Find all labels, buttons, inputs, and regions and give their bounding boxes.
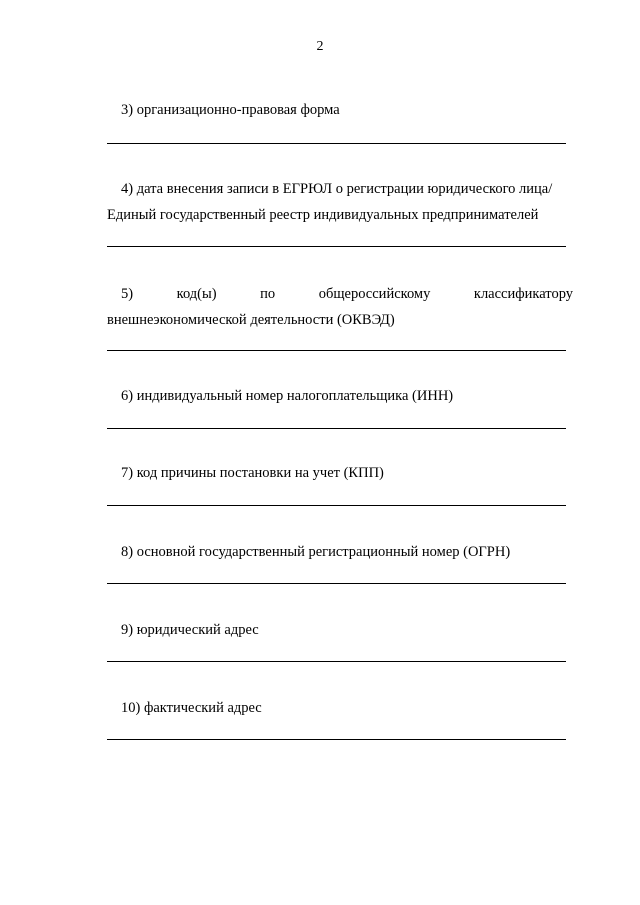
field-label-egrul-date: 4) дата внесения записи в ЕГРЮЛ о регистрации юридического лица/ — [121, 181, 553, 197]
field-label-legal-address: 9) юридический адрес — [121, 622, 259, 638]
page-number: 2 — [316, 39, 324, 54]
fill-in-line-5 — [107, 350, 566, 351]
okved-word-5: классификатору — [473, 286, 573, 302]
fill-in-line-8 — [107, 583, 566, 584]
field-label-kpp: 7) код причины постановки на учет (КПП) — [121, 465, 384, 481]
fill-in-line-10 — [107, 739, 566, 740]
field-label-inn: 6) индивидуальный номер налогоплательщика (ИНН) — [121, 388, 454, 404]
field-item-4 — [107, 176, 567, 228]
field-label-actual-address: 10) фактический адрес — [121, 700, 262, 716]
fill-in-line-6 — [107, 428, 566, 429]
okved-word-1: 5) — [121, 286, 134, 302]
okved-word-4: общероссийскому — [318, 286, 431, 302]
field-item-7 — [107, 460, 567, 486]
field-label-ogrn: 8) основной государственный регистрационный номер (ОГРН) — [121, 544, 511, 560]
field-label-okved-cont: внешнеэкономической деятельности (ОКВЭД) — [107, 312, 395, 328]
field-item-3 — [107, 97, 567, 123]
field-item-9 — [107, 617, 567, 643]
fill-in-line-9 — [107, 661, 566, 662]
okved-word-2: код(ы) — [176, 286, 217, 302]
okved-word-3: по — [260, 286, 276, 302]
field-item-6 — [107, 383, 567, 409]
fill-in-line-7 — [107, 505, 566, 506]
field-label-egrul-date-cont: Единый государственный реестр индивидуальных предпринимателей — [107, 207, 539, 223]
field-item-10 — [107, 695, 567, 721]
field-item-5 — [107, 281, 573, 333]
field-label-legal-form: 3) организационно-правовая форма — [121, 102, 340, 118]
field-item-8 — [107, 539, 567, 565]
field-label-okved-line1 — [107, 281, 573, 307]
fill-in-line-4 — [107, 246, 566, 247]
fill-in-line-3 — [107, 143, 566, 144]
